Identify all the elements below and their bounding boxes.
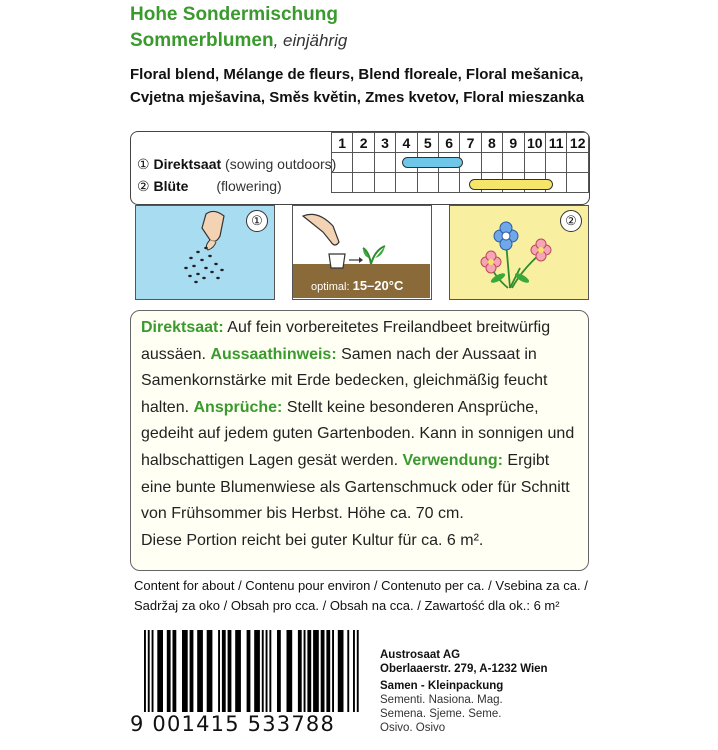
barcode-bar bbox=[338, 630, 344, 712]
content-amount-line-1: Content for about / Contenu pour environ / Contenuto per ca. / Vsebina za ca. / bbox=[134, 578, 588, 593]
barcode-bar bbox=[262, 630, 264, 712]
sowing-tip-text: Samen nach der Aussaat in Samenkornstärke mit Erde bedecken, gleichmäßig feucht halten. bbox=[141, 345, 548, 416]
sowing-illustration bbox=[135, 205, 275, 300]
month-12: 12 bbox=[567, 133, 589, 153]
product-name: Sommerblumen bbox=[130, 30, 274, 51]
pink-flower-left bbox=[481, 251, 501, 273]
barcode-bar bbox=[228, 630, 232, 712]
calendar-row-flowering bbox=[137, 178, 282, 195]
barcode-bar bbox=[167, 630, 171, 712]
barcode-bar bbox=[313, 630, 319, 712]
temp-value: 15–20°C bbox=[352, 278, 404, 293]
usage-heading: Verwendung: bbox=[402, 451, 503, 469]
calendar-cell bbox=[417, 173, 438, 193]
requirements-text: Stellt keine besonderen Ansprüche, gedeiht auf jedem guten Gartenboden. Kann in sonnigen und halbschattigen Lagen gesät werden. bbox=[141, 398, 575, 469]
requirements-heading: Ansprüche: bbox=[193, 398, 283, 416]
calendar-cell bbox=[438, 173, 459, 193]
month-1: 1 bbox=[332, 133, 353, 153]
barcode-number: 9 001415 533788 bbox=[130, 712, 336, 736]
barcode-bar bbox=[357, 630, 359, 712]
sowing-tip-heading: Aussaathinweis: bbox=[210, 345, 337, 363]
growing-instructions bbox=[130, 310, 589, 571]
calendar-cell bbox=[332, 173, 353, 193]
calendar-cell bbox=[353, 153, 374, 173]
sowing-label: Direktsaat bbox=[153, 156, 222, 172]
barcode-bar bbox=[321, 630, 325, 712]
flowering-hint: (flowering) bbox=[216, 178, 282, 194]
barcode-bar bbox=[152, 630, 154, 712]
translations-line-2: Cvjetna mješavina, Směs květin, Zmes kvetov, Floral mieszanka bbox=[130, 89, 585, 106]
calendar-cell bbox=[545, 153, 566, 173]
barcode-bar bbox=[347, 630, 349, 712]
product-title: Hohe Sondermischung bbox=[130, 4, 338, 25]
barcode-bar bbox=[222, 630, 226, 712]
germination-illustration bbox=[292, 205, 432, 300]
calendar-cell bbox=[396, 173, 417, 193]
barcode-bar bbox=[304, 630, 306, 712]
temperature-label bbox=[311, 278, 403, 293]
calendar-cell bbox=[460, 153, 481, 173]
calendar-cell bbox=[353, 173, 374, 193]
seed-translations-3: Osivo. Osivo bbox=[380, 722, 446, 734]
flowering-period-bar bbox=[469, 179, 553, 190]
portion-text: Diese Portion reicht bei guter Kultur für ca. 6 m². bbox=[141, 531, 484, 549]
seed-translations-2: Semena. Sjeme. Seme. bbox=[380, 708, 502, 720]
flowering-label: Blüte bbox=[153, 178, 189, 194]
company-name: Austrosaat AG bbox=[380, 649, 461, 661]
barcode-bar bbox=[326, 630, 330, 712]
month-6: 6 bbox=[438, 133, 459, 153]
barcode-bar bbox=[266, 630, 268, 712]
barcode-bar bbox=[254, 630, 260, 712]
pink-flower-right bbox=[531, 239, 551, 261]
month-7: 7 bbox=[460, 133, 481, 153]
sowing-text: Auf fein vorbereitetes Freilandbeet breitwürfig aussäen. bbox=[141, 319, 551, 363]
barcode-bar bbox=[298, 630, 302, 712]
month-3: 3 bbox=[374, 133, 395, 153]
barcode-bar bbox=[287, 630, 293, 712]
barcode bbox=[130, 630, 360, 714]
barcode-bar bbox=[197, 630, 203, 712]
calendar-cell bbox=[374, 173, 395, 193]
month-4: 4 bbox=[396, 133, 417, 153]
month-9: 9 bbox=[503, 133, 524, 153]
sowing-period-bar bbox=[402, 157, 464, 168]
barcode-bar bbox=[148, 630, 150, 712]
calendar-cell bbox=[524, 153, 545, 173]
barcode-bar bbox=[157, 630, 163, 712]
sowing-heading: Direktsaat: bbox=[141, 319, 224, 336]
calendar-cell bbox=[481, 153, 502, 173]
barcode-bar bbox=[277, 630, 281, 712]
month-11: 11 bbox=[545, 133, 566, 153]
seed-translations-1: Sementi. Nasiona. Mag. bbox=[380, 694, 503, 706]
barcode-bar bbox=[190, 630, 194, 712]
calendar-cell bbox=[567, 153, 589, 173]
content-amount-line-2: Sadržaj za oko / Obsah pro cca. / Obsah na cca. / Zawartość dla ok.: 6 m² bbox=[134, 598, 560, 613]
step-2-badge: ② bbox=[560, 210, 582, 232]
product-type: , einjährig bbox=[273, 31, 348, 50]
product-subtitle bbox=[130, 30, 347, 52]
barcode-bar bbox=[247, 630, 251, 712]
barcode-bar bbox=[235, 630, 241, 712]
month-5: 5 bbox=[417, 133, 438, 153]
calendar-row-sowing bbox=[137, 156, 336, 173]
company-info bbox=[380, 648, 548, 735]
month-8: 8 bbox=[481, 133, 502, 153]
barcode-bar bbox=[307, 630, 311, 712]
blue-flower bbox=[494, 222, 518, 250]
barcode-bar bbox=[182, 630, 188, 712]
sowing-hint: (sowing outdoors) bbox=[225, 156, 337, 172]
barcode-bar bbox=[207, 630, 213, 712]
sowing-calendar bbox=[130, 131, 590, 205]
barcode-bar bbox=[173, 630, 177, 712]
translations-line-1: Floral blend, Mélange de fleurs, Blend floreale, Floral mešanica, bbox=[130, 66, 584, 83]
calendar-cell bbox=[567, 173, 589, 193]
barcode-bar bbox=[353, 630, 355, 712]
barcode-bar bbox=[269, 630, 271, 712]
package-type: Samen - Kleinpackung bbox=[380, 680, 504, 692]
barcode-bar bbox=[218, 630, 220, 712]
barcode-bar bbox=[332, 630, 334, 712]
month-10: 10 bbox=[524, 133, 545, 153]
usage-text: Ergibt eine bunte Blumenwiese als Gartenschmuck oder für Schnitt von Frühsommer bis Herbst. Höhe ca. 70 cm. bbox=[141, 451, 570, 523]
calendar-cell bbox=[503, 153, 524, 173]
step-1-icon: ① bbox=[137, 156, 150, 172]
step-2-icon: ② bbox=[137, 178, 150, 194]
barcode-bar bbox=[144, 630, 146, 712]
month-2: 2 bbox=[353, 133, 374, 153]
calendar-cell bbox=[374, 153, 395, 173]
flowering-illustration bbox=[449, 205, 589, 300]
company-address: Oberlaaerstr. 279, A-1232 Wien bbox=[380, 663, 548, 675]
temp-label: optimal: bbox=[311, 281, 350, 293]
step-1-badge: ① bbox=[246, 210, 268, 232]
